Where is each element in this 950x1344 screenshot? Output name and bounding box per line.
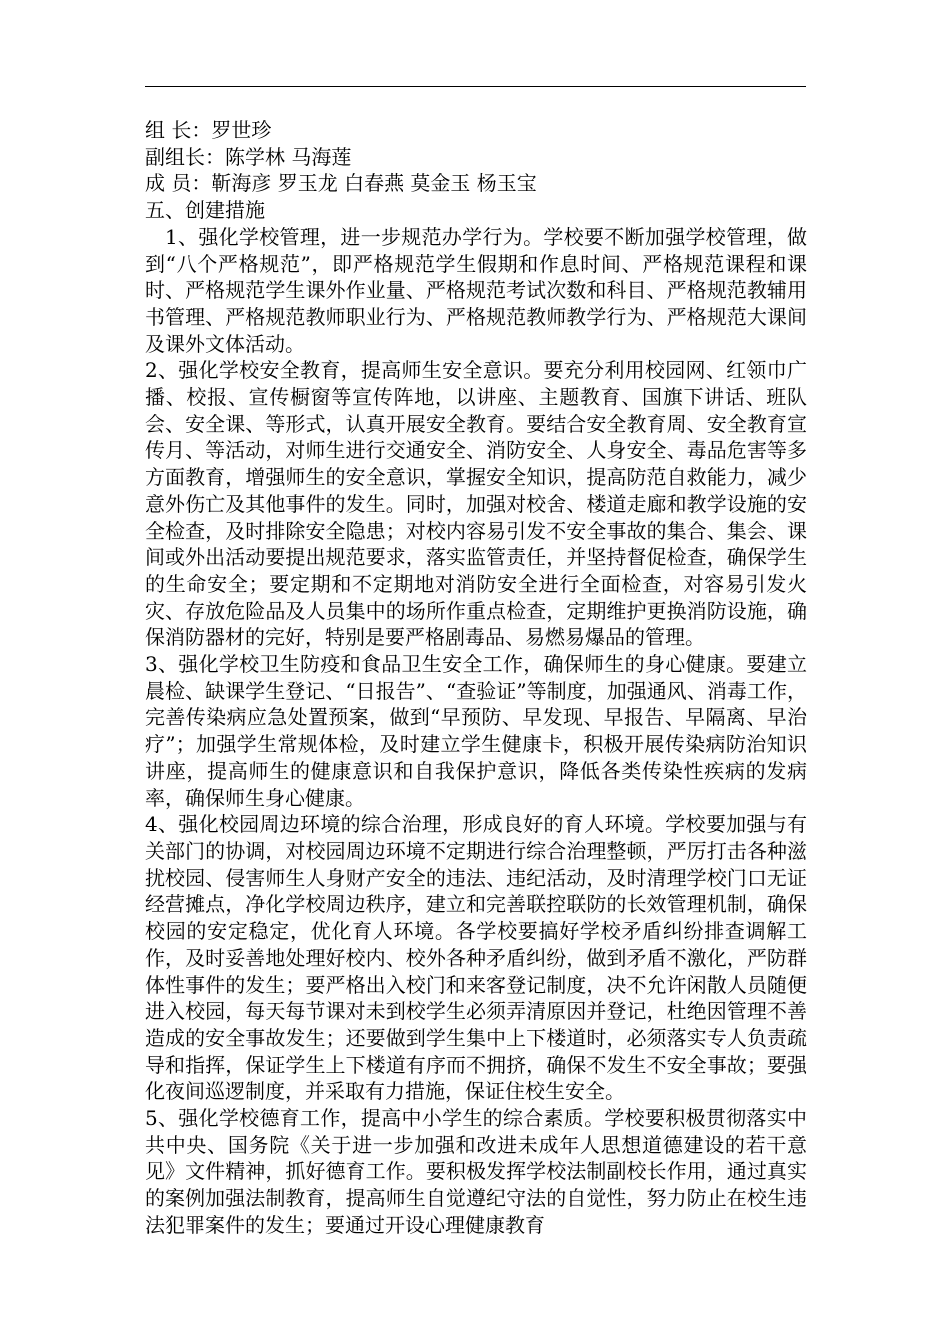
measure-paragraph: 1、强化学校管理，进一步规范办学行为。学校要不断加强学校管理，做到“八个严格规范”，即严格规范学生假期和作息时间、严格规范课程和课时、严格规范学生课外作业量、严格规范考试次数和科目、严格规范教辅用书管理、严格规范教师职业行为、严格规范教师教学行为、严格规范大课间及课外文体活动。 bbox=[145, 224, 807, 356]
measure-paragraph: 2、强化学校安全教育，提高师生安全意识。要充分利用校园网、红领巾广播、校报、宣传橱窗等宣传阵地，以讲座、主题教育、国旗下讲话、班队会、安全课、等形式，认真开展安全教育。要结合安全教育周、安全教育宣传月、等活动，对师生进行交通安全、消防安全、人身安全、毒品危害等多方面教育，增强师生的安全意识，掌握安全知识，提高防范自救能力，减少意外伤亡及其他事件的发生。同时，加强对校舍、楼道走廊和教学设施的安全检查，及时排除安全隐患；对校内容易引发不安全事故的集合、集会、课间或外出活动要提出规范要求，落实监管责任，并坚持督促检查，确保学生的生命安全；要定期和不定期地对消防安全进行全面检查，对容易引发火灾、存放危险品及人员集中的场所作重点检查，定期维护更换消防设施，确保消防器材的完好，特别是要严格剧毒品、易燃易爆品的管理。 bbox=[145, 358, 807, 650]
section-title: 五、创建措施 bbox=[145, 198, 265, 223]
group-deputy: 副组长：陈学林 马海莲 bbox=[145, 144, 352, 169]
header-rule bbox=[145, 86, 806, 87]
measure-paragraph: 5、强化学校德育工作，提高中小学生的综合素质。学校要积极贯彻落实中共中央、国务院《关于进一步加强和改进未成年人思想道德建设的若干意见》文件精神，抓好德育工作。要积极发挥学校法制副校长作用，通过真实的案例加强法制教育，提高师生自觉遵纪守法的自觉性，努力防止在校生违法犯罪案件的发生；要通过开设心理健康教育 bbox=[145, 1106, 807, 1237]
document-body bbox=[145, 117, 807, 1239]
measure-paragraph: 4、强化校园周边环境的综合治理，形成良好的育人环境。学校要加强与有关部门的协调，对校园周边环境不定期进行综合治理整顿，严厉打击各种滋扰校园、侵害师生人身财产安全的违法、违纪活动，及时清理学校门口无证经营摊点，净化学校周边秩序，建立和完善联控联防的长效管理机制，确保校园的安定稳定，优化育人环境。各学校要搞好学校矛盾纠纷排查调解工作，及时妥善地处理好校内、校外各种矛盾纠纷，做到矛盾不激化，严防群体性事件的发生；要严格出入校门和来客登记制度，决不允许闲散人员随便进入校园，每天每节课对未到校学生必须弄清原因并登记，杜绝因管理不善造成的安全事故发生；还要做到学生集中上下楼道时，必须落实专人负责疏导和指挥，保证学生上下楼道有序而不拥挤，确保不发生不安全事故；要强化夜间巡逻制度，并采取有力措施，保证住校生安全。 bbox=[145, 812, 807, 1104]
group-members: 成 员：靳海彦 罗玉龙 白春燕 莫金玉 杨玉宝 bbox=[145, 171, 537, 196]
group-leader: 组 长：罗世珍 bbox=[145, 118, 272, 142]
measure-paragraph: 3、强化学校卫生防疫和食品卫生安全工作，确保师生的身心健康。要建立晨检、缺课学生登记、“日报告”、“查验证”等制度，加强通风、消毒工作，完善传染病应急处置预案，做到“早预防、早发现、早报告、早隔离、早治疗”；加强学生常规体检，及时建立学生健康卡，积极开展传染病防治知识讲座，提高师生的健康意识和自我保护意识，降低各类传染性疾病的发病率，确保师生身心健康。 bbox=[145, 652, 807, 810]
